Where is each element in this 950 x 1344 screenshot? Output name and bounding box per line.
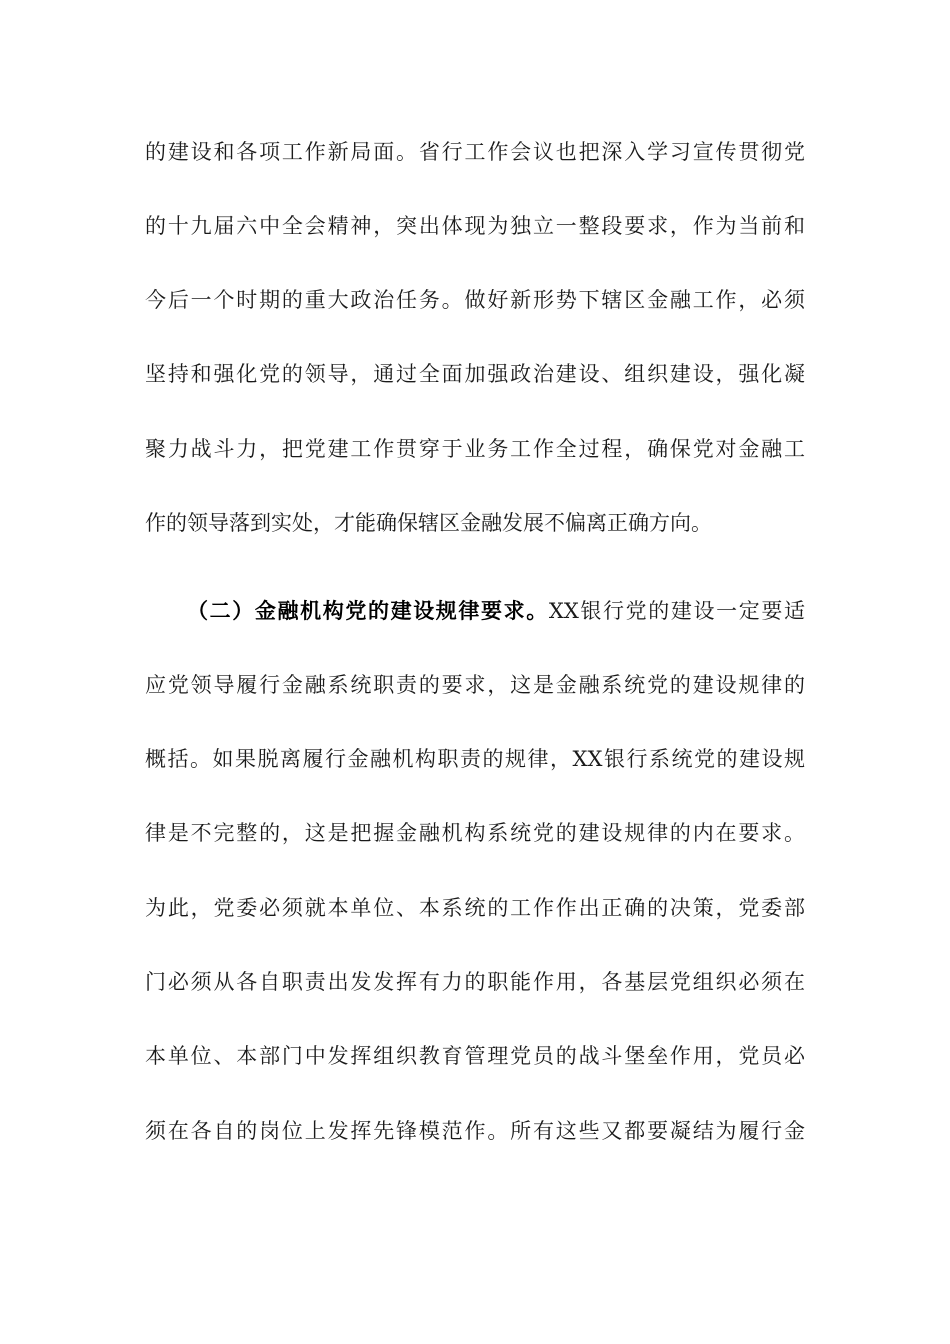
paragraph-2-line-5: 为此，党委必须就本单位、本系统的工作作出正确的决策，党委部 <box>145 896 805 920</box>
paragraph-2-line-1 <box>187 591 805 631</box>
paragraph-1-line-1: 的建设和各项工作新局面。省行工作会议也把深入学习宣传贯彻党 <box>145 140 805 164</box>
section-heading: （二）金融机构党的建设规律要求。 <box>187 598 549 623</box>
paragraph-2-line-7: 本单位、本部门中发挥组织教育管理党员的战斗堡垒作用，党员必 <box>145 1044 805 1068</box>
paragraph-1-line-5: 聚力战斗力，把党建工作贯穿于业务工作全过程，确保党对金融工 <box>145 437 805 461</box>
paragraph-2-line-8: 须在各自的岗位上发挥先锋模范作。所有这些又都要凝结为履行金 <box>145 1119 805 1143</box>
paragraph-1-line-2: 的十九届六中全会精神，突出体现为独立一整段要求，作为当前和 <box>145 214 805 238</box>
paragraph-1-line-3: 今后一个时期的重大政治任务。做好新形势下辖区金融工作，必须 <box>145 288 805 312</box>
paragraph-1-line-6: 作的领导落到实处，才能确保辖区金融发展不偏离正确方向。 <box>145 511 712 535</box>
paragraph-2-line-2: 应党领导履行金融系统职责的要求，这是金融系统党的建设规律的 <box>145 673 805 697</box>
paragraph-2-line-4: 律是不完整的，这是把握金融机构系统党的建设规律的内在要求。 <box>145 821 805 845</box>
paragraph-2-line-1-text: XX银行党的建设一定要适 <box>548 599 805 623</box>
paragraph-2-line-3: 概括。如果脱离履行金融机构职责的规律，XX银行系统党的建设规 <box>145 747 805 771</box>
paragraph-2-line-6: 门必须从各自职责出发发挥有力的职能作用，各基层党组织必须在 <box>145 970 805 994</box>
paragraph-1-line-4: 坚持和强化党的领导，通过全面加强政治建设、组织建设，强化凝 <box>145 362 805 386</box>
